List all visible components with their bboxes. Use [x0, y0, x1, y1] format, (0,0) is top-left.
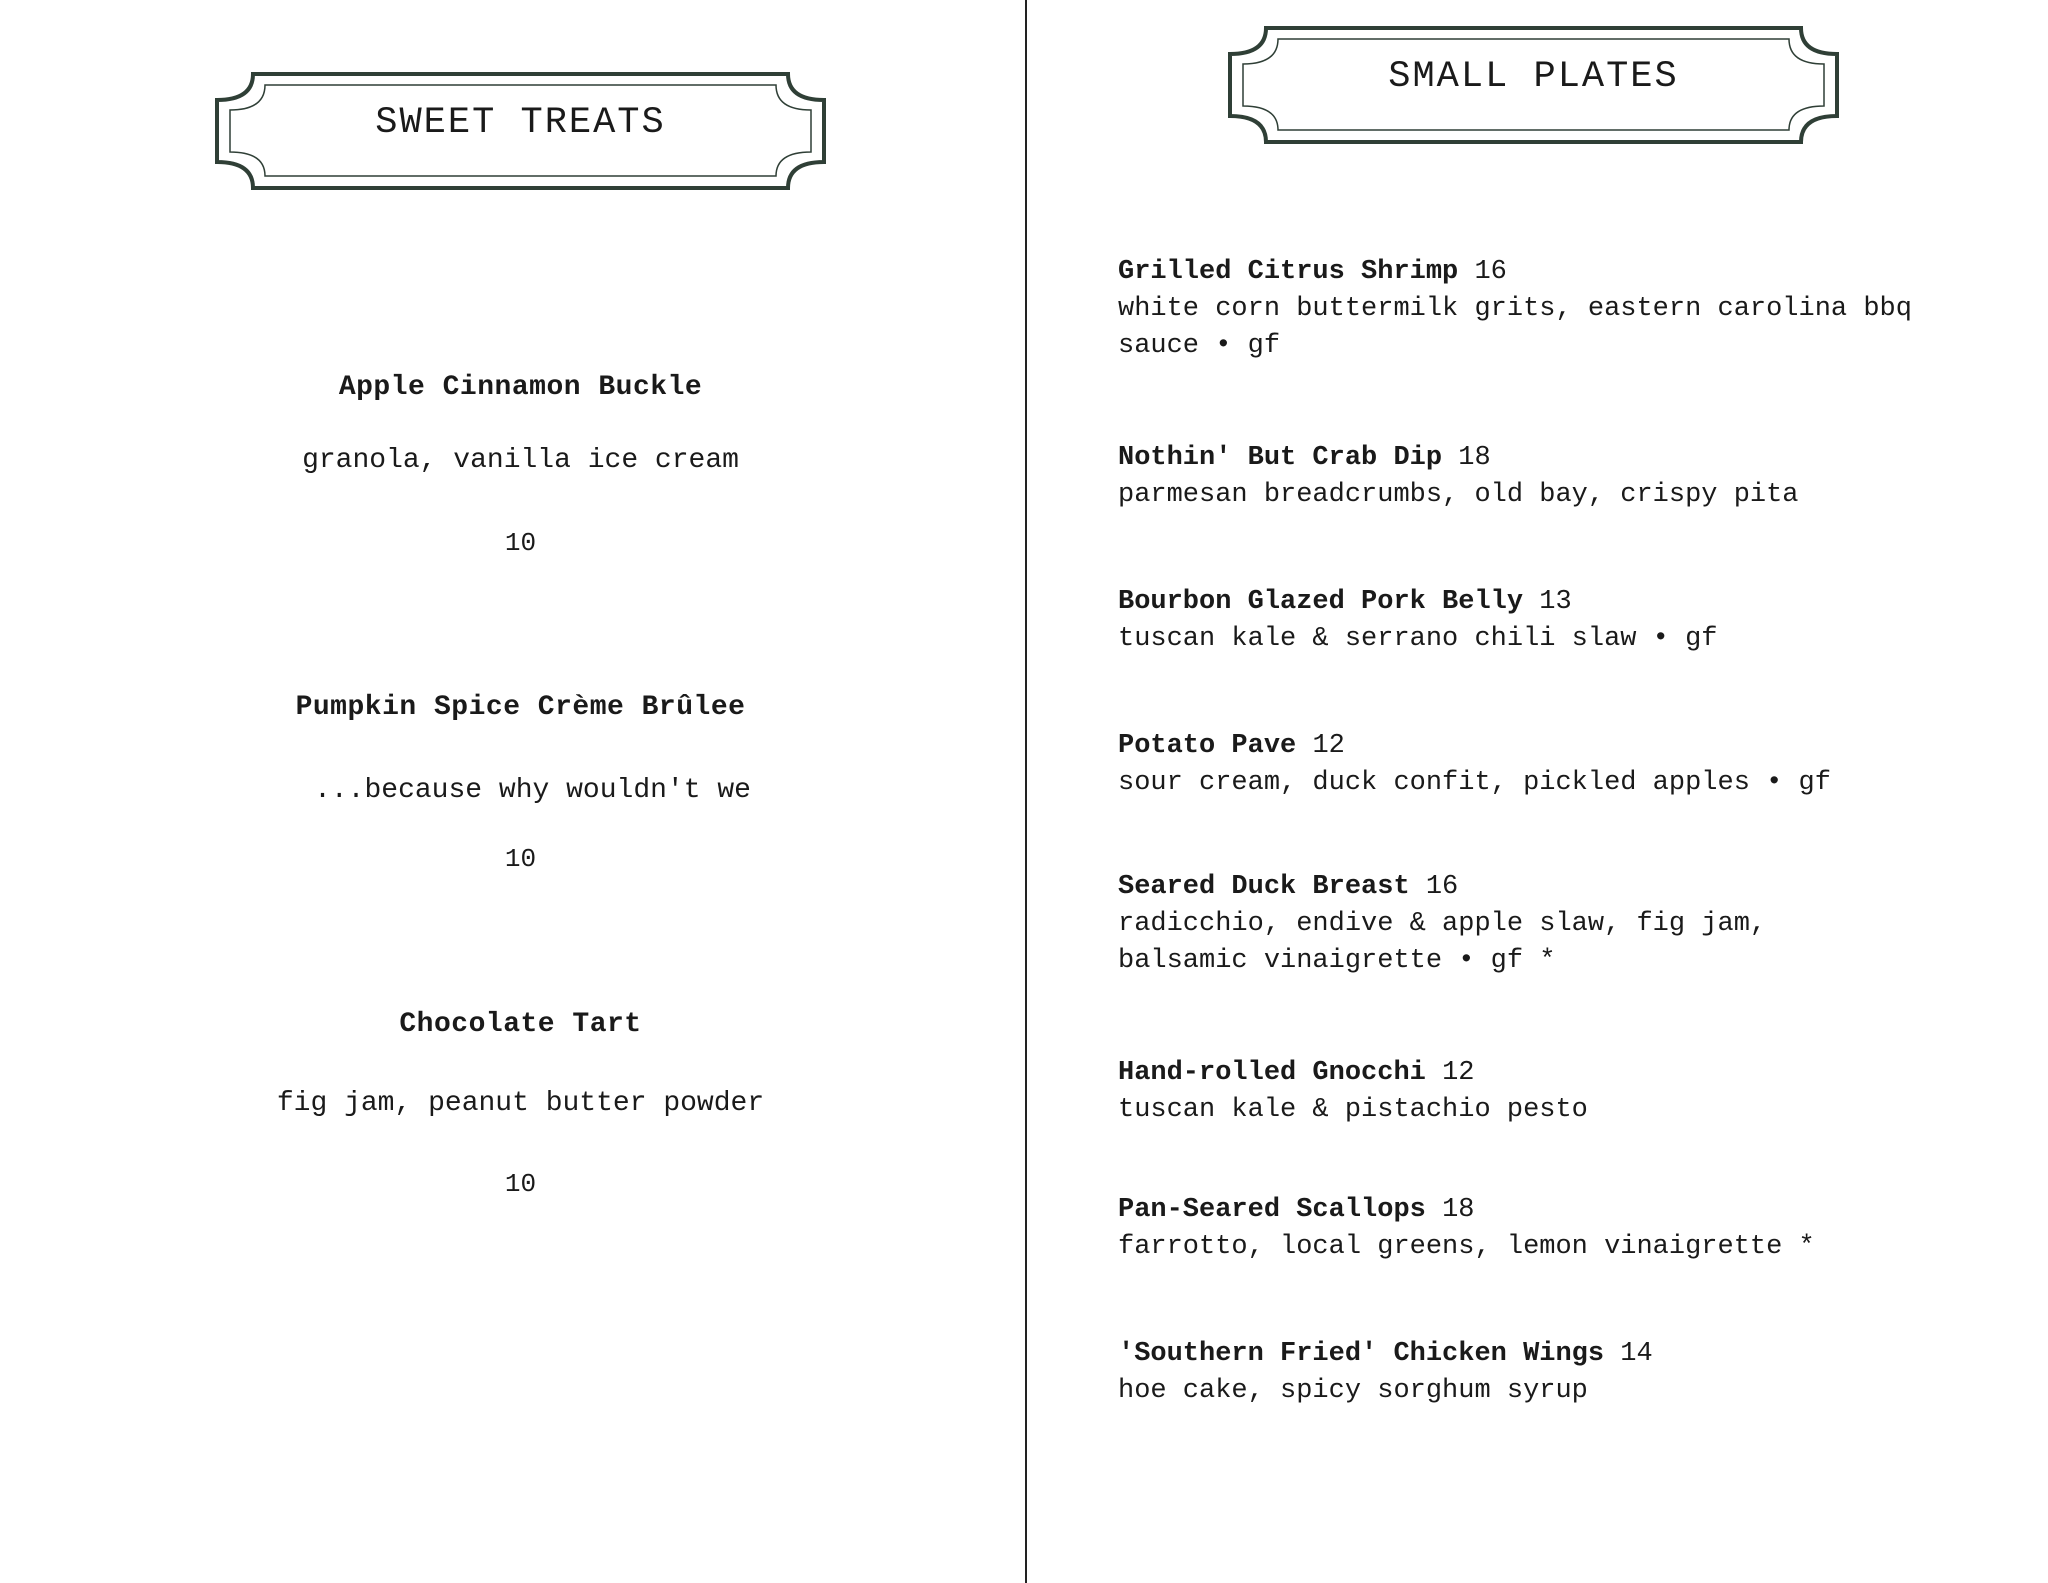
item-price: 13 [1539, 587, 1572, 617]
plate-item [1118, 869, 2018, 980]
item-description: tuscan kale & pistachio pesto [1118, 1095, 1588, 1125]
banner-title: SMALL PLATES [1388, 56, 1679, 98]
dessert-item [215, 372, 826, 558]
item-name: Apple Cinnamon Buckle [338, 372, 703, 403]
item-description: granola, vanilla ice cream [302, 445, 739, 476]
item-price: 12 [1312, 731, 1345, 761]
item-description: parmesan breadcrumbs, old bay, crispy pita [1118, 480, 1799, 510]
item-name: Pan-Seared Scallops [1118, 1195, 1426, 1225]
item-description: sour cream, duck confit, pickled apples • gf [1118, 768, 1831, 798]
item-description: ...because why wouldn't we [314, 775, 751, 806]
item-description: tuscan kale & serrano chili slaw • gf [1118, 624, 1718, 654]
plate-item [1118, 1055, 2018, 1129]
small-plates-banner [1228, 26, 1839, 144]
item-description: farrotto, local greens, lemon vinaigrette * [1118, 1232, 1815, 1262]
right-menu-page [1027, 0, 2048, 1583]
plate-item [1118, 728, 2018, 802]
item-price: 16 [1474, 257, 1507, 287]
item-description: hoe cake, spicy sorghum syrup [1118, 1376, 1588, 1406]
item-price: 12 [1442, 1058, 1475, 1088]
item-price: 14 [1620, 1339, 1653, 1369]
item-price: 18 [1442, 1195, 1475, 1225]
banner-title: SWEET TREATS [375, 102, 666, 144]
sweet-treats-banner [215, 72, 826, 190]
item-description: sauce • gf [1118, 331, 1281, 361]
item-name: Potato Pave [1118, 731, 1297, 761]
item-name: Pumpkin Spice Crème Brûlee [295, 692, 746, 723]
plate-item [1118, 254, 2018, 365]
item-name: Seared Duck Breast [1118, 872, 1410, 902]
dessert-item [215, 1009, 826, 1199]
plate-item [1118, 1336, 2018, 1410]
item-description: white corn buttermilk grits, eastern carolina bbq [1118, 294, 1912, 324]
item-name: Hand-rolled Gnocchi [1118, 1058, 1426, 1088]
item-name: Bourbon Glazed Pork Belly [1118, 587, 1524, 617]
plate-item [1118, 584, 2018, 658]
item-price: 16 [1425, 872, 1459, 902]
dessert-item [215, 692, 826, 874]
item-price: 10 [504, 528, 537, 558]
item-description: fig jam, peanut butter powder [276, 1088, 765, 1119]
item-price: 10 [504, 844, 537, 874]
item-name: Chocolate Tart [399, 1009, 642, 1040]
item-name: Nothin' But Crab Dip [1118, 443, 1443, 473]
item-description: balsamic vinaigrette • gf * [1118, 946, 1556, 976]
item-price: 10 [504, 1169, 537, 1199]
item-description: radicchio, endive & apple slaw, fig jam, [1118, 909, 1767, 939]
item-name: Grilled Citrus Shrimp [1118, 257, 1459, 287]
plate-item [1118, 440, 2018, 514]
item-price: 18 [1458, 443, 1491, 473]
plate-item [1118, 1192, 2018, 1266]
item-name: 'Southern Fried' Chicken Wings [1118, 1339, 1605, 1369]
